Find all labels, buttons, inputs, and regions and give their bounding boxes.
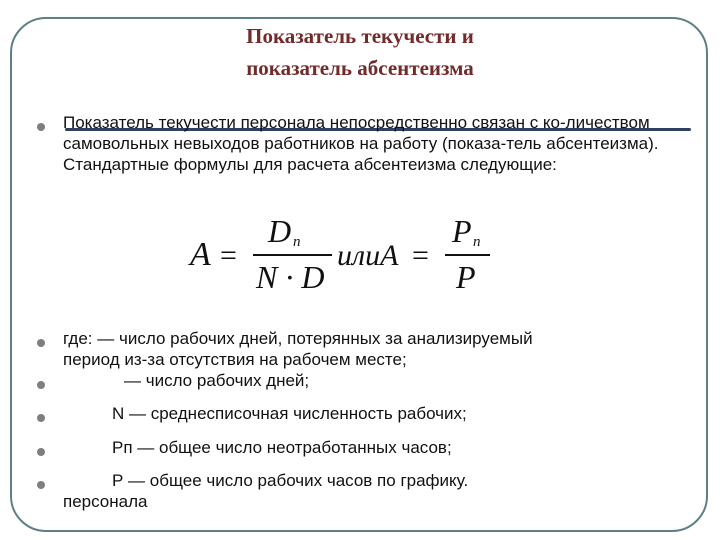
formula-denominator-1: N · D (256, 259, 325, 295)
bullet-icon (37, 381, 45, 389)
formula-connector: илиA (337, 239, 399, 272)
formula-equals-2: = (412, 239, 429, 272)
definition-line: период из-за отсутствия на рабочем месте; (63, 350, 407, 369)
definition-line: где: — число рабочих дней, потерянных за анализируемый (63, 329, 533, 348)
bullet-icon (37, 123, 45, 131)
formula-equals-1: = (220, 239, 237, 272)
definition-line: персонала (63, 492, 148, 511)
formula-lhs: A (190, 236, 211, 273)
definition-line: Рп — общее число неотработанных часов; (112, 438, 452, 457)
slide-title (140, 20, 580, 84)
title-line-2: показатель абсентеизма (246, 56, 474, 80)
bullet-icon (37, 414, 45, 422)
formula-numerator-2-sub: n (473, 234, 481, 250)
intro-paragraph: Показатель текучести персонала непосредственно связан с ко-личеством самовольных невыходов работников на работу (показа-тель абсентеизма). Стандартные формулы для расчета абсентеизма следующие: (63, 113, 659, 174)
formula-numerator-1: D (268, 213, 292, 249)
absenteeism-formula (180, 210, 520, 300)
title-line-1: Показатель текучести и (246, 24, 474, 48)
formula-numerator-1-sub: n (293, 234, 301, 250)
definition-line: Р — общее число рабочих часов по графику. (112, 471, 469, 490)
definition-line: — число рабочих дней; (124, 371, 310, 390)
bullet-icon (37, 339, 45, 347)
bullet-icon (37, 448, 45, 456)
definition-line: N — среднесписочная численность рабочих; (112, 404, 467, 423)
bullet-icon (37, 481, 45, 489)
formula-numerator-2: P (452, 213, 472, 249)
formula-denominator-2: P (456, 259, 476, 295)
